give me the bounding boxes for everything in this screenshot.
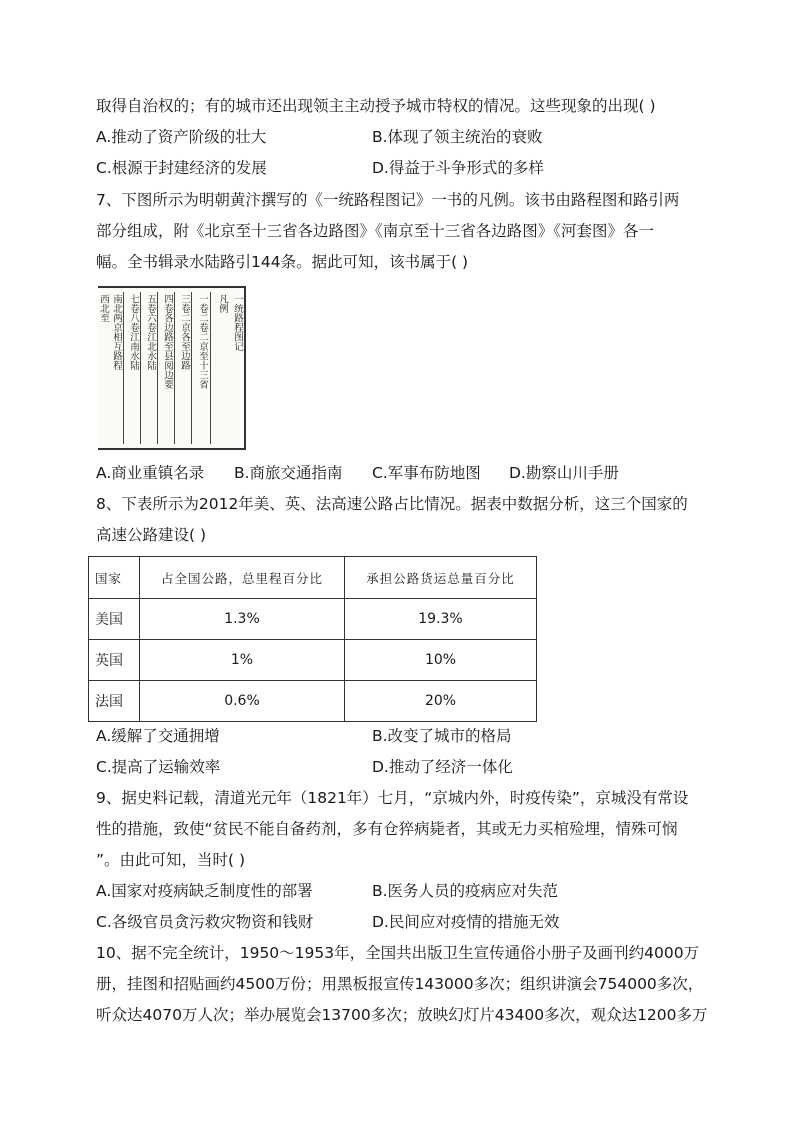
q7-stem-line-3: 幅。全书辑录水陆路引144条。据此可知，该书属于( ) bbox=[96, 253, 469, 271]
q7-stem-line-1: 7、下图所示为明朝黄汴撰写的《一统路程图记》一书的凡例。该书由路程图和路引两 bbox=[96, 191, 680, 209]
q9-stem-line-3: ”。由此可知，当时( ) bbox=[96, 851, 246, 869]
table-cell: 19.3% bbox=[345, 599, 537, 640]
q6-stem: 取得自治权的；有的城市还出现领主主动授予城市特权的情况。这些现象的出现( ) bbox=[96, 97, 656, 115]
highway-data-table bbox=[88, 556, 537, 722]
q8-stem-line-1: 8、下表所示为2012年美、英、法高速公路占比情况。据表中数据分析，这三个国家的 bbox=[96, 495, 688, 513]
q9-option-c[interactable]: C.各级官员贪污救灾物资和钱财 bbox=[96, 913, 314, 931]
table-row bbox=[89, 681, 537, 722]
figure-column-text: 凡例 bbox=[217, 294, 228, 313]
q10-stem-line-2: 册，挂图和招贴画约4500万份；用黑板报宣传143000多次；组织讲演会754000多次， bbox=[96, 975, 704, 993]
figure-column-text: 四卷各边路至县阅边要 bbox=[162, 294, 173, 389]
q7-option-a[interactable]: A.商业重镇名录 bbox=[96, 464, 205, 482]
figure-column-text: 三卷二京各至边路 bbox=[179, 294, 190, 370]
q10-stem-line-3: 听众达4070万人次；举办展览会13700多次；放映幻灯片43400多次，观众达1200多万 bbox=[96, 1006, 708, 1024]
book-preface-image bbox=[98, 286, 246, 450]
q9-option-a[interactable]: A.国家对疫病缺乏制度性的部署 bbox=[96, 882, 313, 900]
table-cell: 法国 bbox=[89, 681, 140, 722]
table-cell: 英国 bbox=[89, 640, 140, 681]
q9-option-b[interactable]: B.医务人员的疫病应对失范 bbox=[372, 882, 559, 900]
q6-option-b[interactable]: B.体现了领主统治的衰败 bbox=[372, 128, 543, 146]
q6-option-d[interactable]: D.得益于斗争形式的多样 bbox=[372, 159, 544, 177]
table-cell: 20% bbox=[345, 681, 537, 722]
q8-option-a[interactable]: A.缓解了交通拥增 bbox=[96, 727, 220, 745]
q9-stem-line-1: 9、据史料记载，清道光元年（1821年）七月，“京城内外，时疫传染”，京城没有常设 bbox=[96, 789, 689, 807]
table-header-cell: 承担公路货运总量百分比 bbox=[345, 557, 537, 599]
figure-column-text: 五卷六卷江北水陆 bbox=[145, 294, 156, 370]
table-row bbox=[89, 640, 537, 681]
q7-stem-line-2: 部分组成，附《北京至十三省各边路图》《南京至十三省各边路图》《河套图》各一 bbox=[96, 222, 655, 240]
q6-option-a[interactable]: A.推动了资产阶级的壮大 bbox=[96, 128, 267, 146]
q6-option-c[interactable]: C.根源于封建经济的发展 bbox=[96, 159, 267, 177]
table-cell: 美国 bbox=[89, 599, 140, 640]
table-header-cell: 国家 bbox=[89, 557, 140, 599]
table-header-row bbox=[89, 557, 537, 599]
figure-column-text: 西北至 bbox=[98, 294, 109, 323]
q7-option-d[interactable]: D.勘察山川手册 bbox=[509, 464, 619, 482]
figure-column-text: 一卷二卷二京至十三省 bbox=[197, 294, 208, 389]
q7-option-b[interactable]: B.商旅交通指南 bbox=[234, 464, 343, 482]
q8-stem-line-2: 高速公路建设( ) bbox=[96, 526, 207, 544]
figure-column-text: 南北两京相互路程 bbox=[111, 294, 122, 370]
q8-option-d[interactable]: D.推动了经济一体化 bbox=[372, 758, 513, 776]
q9-stem-line-2: 性的措施，致使“贫民不能自备药剂，多有仓猝病毙者，其或无力买棺殓埋，情殊可悯 bbox=[96, 820, 678, 838]
table-cell: 10% bbox=[345, 640, 537, 681]
q8-option-b[interactable]: B.改变了城市的格局 bbox=[372, 727, 512, 745]
figure-column-text: 七卷八卷江南水陆 bbox=[128, 294, 139, 370]
table-cell: 1% bbox=[140, 640, 345, 681]
q10-stem-line-1: 10、据不完全统计，1950～1953年，全国共出版卫生宣传通俗小册子及画刊约4000万 bbox=[96, 944, 700, 962]
table-row bbox=[89, 599, 537, 640]
table-cell: 0.6% bbox=[140, 681, 345, 722]
figure-column-text: 一统路程图记 bbox=[232, 294, 243, 351]
table-cell: 1.3% bbox=[140, 599, 345, 640]
q8-option-c[interactable]: C.提高了运输效率 bbox=[96, 758, 221, 776]
q9-option-d[interactable]: D.民间应对疫情的措施无效 bbox=[372, 913, 560, 931]
q7-option-c[interactable]: C.军事布防地图 bbox=[372, 464, 481, 482]
table-header-cell: 占全国公路，总里程百分比 bbox=[140, 557, 345, 599]
